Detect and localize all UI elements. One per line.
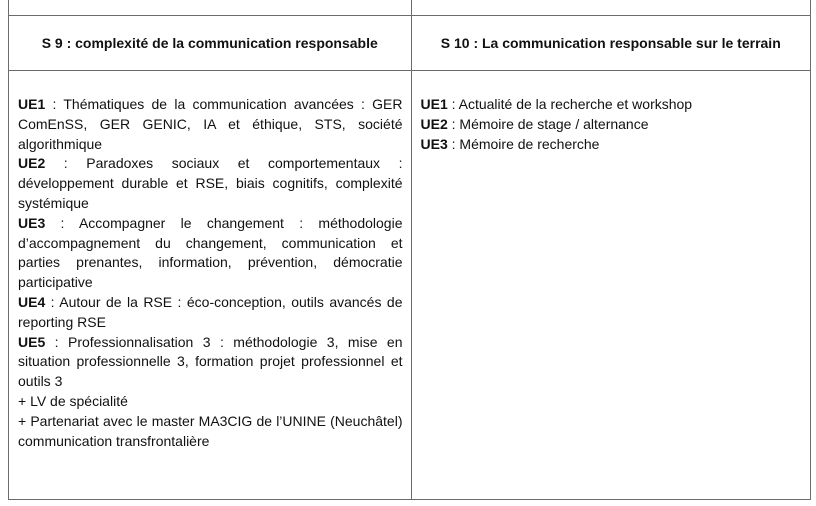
- s9-ue2-item: [18, 154, 403, 213]
- ue-code: UE1: [18, 96, 46, 112]
- s9-ue4-item: [18, 293, 403, 333]
- s9-content: [9, 71, 411, 451]
- top-strip-cell-right: [411, 0, 811, 16]
- body-row: [9, 71, 811, 500]
- s10-ue3-item: [421, 135, 803, 155]
- ue-description: : Mémoire de stage / alternance: [447, 115, 649, 132]
- ue-description: : Mémoire de recherche: [447, 135, 600, 152]
- s9-ue5-item: [18, 333, 403, 392]
- ue-code: UE3: [420, 135, 448, 152]
- s10-header: S 10 : La communication responsable sur le terrain: [411, 16, 811, 71]
- s9-ue1-item: [18, 95, 403, 154]
- ue-description: : Professionnalisation 3 : méthodologie 3, mise en situation professionnelle 3, formation projet professionnel et outils 3: [18, 333, 403, 390]
- s10-ue2-item: [421, 115, 803, 135]
- ue-code: UE1: [420, 96, 448, 112]
- s10-ue1-item: [421, 95, 803, 115]
- ue-description: : Thématiques de la communication avancées : GER ComEnSS, GER GENIC, IA et éthique, STS, société algorithmique: [18, 96, 403, 152]
- curriculum-table: [8, 0, 811, 500]
- top-strip-cell-left: [9, 0, 412, 16]
- s9-extra-partnership: + Partenariat avec le master MA3CIG de l’UNINE (Neuchâtel) communication transfrontalière: [18, 412, 403, 449]
- s9-extra-lv: + LV de spécialité: [18, 392, 128, 409]
- ue-description: : Paradoxes sociaux et comportementaux : développement durable et RSE, biais cognitifs, complexité systémique: [18, 155, 403, 211]
- ue-code: UE2: [420, 115, 448, 132]
- ue-code: UE2: [18, 155, 46, 172]
- ue-description: : Autour de la RSE : éco-conception, outils avancés de reporting RSE: [18, 293, 403, 330]
- ue-code: UE4: [18, 293, 46, 310]
- s9-header: S 9 : complexité de la communication responsable: [9, 16, 412, 71]
- table-top-strip: [9, 0, 811, 16]
- header-row: [9, 16, 811, 71]
- ue-code: UE5: [18, 333, 46, 350]
- s10-content: [412, 71, 811, 154]
- s10-cell: [411, 71, 811, 500]
- s9-cell: [9, 71, 412, 500]
- ue-description: : Accompagner le changement : méthodologie d’accompagnement du changement, communication et parties prenantes, information, prévention, démocratie participative: [18, 214, 403, 291]
- s9-ue3-item: [18, 214, 403, 293]
- ue-code: UE3: [18, 214, 46, 231]
- ue-description: : Actualité de la recherche et workshop: [447, 96, 693, 112]
